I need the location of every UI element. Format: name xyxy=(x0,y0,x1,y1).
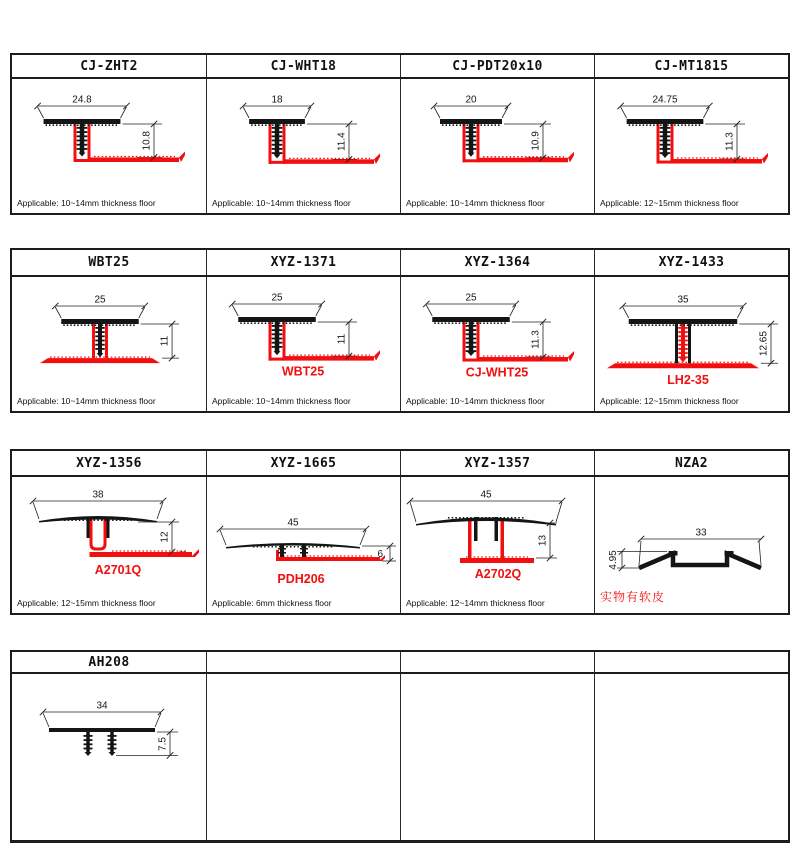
applicability-note: Applicable: 12~15mm thickness floor xyxy=(600,198,739,208)
applicability-note: Applicable: 10~14mm thickness floor xyxy=(212,396,351,406)
applicability-note: Applicable: 10~14mm thickness floor xyxy=(17,396,156,406)
height-dim-label: 10.9 xyxy=(530,131,542,151)
height-dim-label: 12.65 xyxy=(758,331,770,357)
width-dim-label: 25 xyxy=(271,292,283,304)
profile-drawing xyxy=(207,79,400,213)
height-dim-label: 10.8 xyxy=(141,131,153,151)
profile-drawing xyxy=(12,477,205,613)
profile-cell xyxy=(594,277,788,411)
profile-cell xyxy=(206,277,400,411)
product-code-header: XYZ-1665 xyxy=(206,451,400,475)
header-row xyxy=(12,55,788,79)
height-dim-label: 11.3 xyxy=(724,132,736,151)
catalog-table-section-4 xyxy=(10,650,790,843)
product-red-label: CJ-WHT25 xyxy=(465,365,529,380)
width-dim-label: 25 xyxy=(94,294,106,306)
width-dim-label: 18 xyxy=(271,94,283,106)
product-code-header: XYZ-1433 xyxy=(594,250,788,275)
profile-drawing xyxy=(207,277,400,411)
catalog-table-section-2 xyxy=(10,248,790,413)
product-code-header: XYZ-1371 xyxy=(206,250,400,275)
product-code-header-empty xyxy=(206,652,400,672)
width-dim-label: 35 xyxy=(677,294,689,306)
profile-cell xyxy=(594,79,788,213)
profile-drawing xyxy=(12,277,205,411)
height-dim-label: 11 xyxy=(159,335,171,347)
header-row xyxy=(12,451,788,477)
product-code-header-empty xyxy=(400,652,594,672)
width-dim-label: 20 xyxy=(465,94,477,106)
profile-drawing xyxy=(207,477,400,613)
width-dim-label: 34 xyxy=(96,700,108,712)
header-row xyxy=(12,652,788,674)
profile-cell xyxy=(12,674,206,840)
product-red-label: WBT25 xyxy=(281,364,325,379)
empty-cell xyxy=(400,674,594,840)
width-dim-label: 24.8 xyxy=(72,94,92,106)
product-code-header: XYZ-1357 xyxy=(400,451,594,475)
height-dim-label: 7.5 xyxy=(157,737,169,751)
product-code-header: CJ-WHT18 xyxy=(206,55,400,77)
profile-cell xyxy=(206,477,400,613)
profile-cell xyxy=(12,477,206,613)
catalog-table-section-3 xyxy=(10,449,790,615)
product-code-header: CJ-MT1815 xyxy=(594,55,788,77)
applicability-note: Applicable: 12~15mm thickness floor xyxy=(600,396,739,406)
profile-cell xyxy=(206,79,400,213)
profile-drawing xyxy=(401,277,594,411)
height-dim-label: 11.4 xyxy=(336,132,348,152)
product-red-label: A2701Q xyxy=(94,563,142,577)
product-code-header: NZA2 xyxy=(594,451,788,475)
profile-cell xyxy=(400,79,594,213)
catalog-table-section-1 xyxy=(10,53,790,215)
product-code-header: XYZ-1364 xyxy=(400,250,594,275)
width-dim-label: 24.75 xyxy=(652,94,678,106)
applicability-note: Applicable: 10~14mm thickness floor xyxy=(212,198,351,208)
empty-cell xyxy=(594,674,788,840)
applicability-note: Applicable: 10~14mm thickness floor xyxy=(406,198,545,208)
height-dim-label: 11.3 xyxy=(530,330,542,349)
height-dim-label: 6 xyxy=(377,549,383,560)
width-dim-label: 45 xyxy=(480,489,492,501)
height-dim-label: 13 xyxy=(537,534,549,547)
product-code-header: XYZ-1356 xyxy=(76,455,142,471)
content-row xyxy=(12,277,788,411)
profile-cell xyxy=(400,477,594,613)
width-dim-label: 33 xyxy=(695,527,707,539)
product-red-label: LH2-35 xyxy=(667,373,709,388)
content-row xyxy=(12,79,788,213)
product-code-header: WBT25 xyxy=(88,255,130,270)
width-dim-label: 25 xyxy=(465,292,477,304)
product-code-header-empty xyxy=(594,652,788,672)
profile-cell xyxy=(12,277,206,411)
product-code-header: CJ-ZHT2 xyxy=(80,58,138,74)
profile-drawing xyxy=(401,79,594,213)
profile-cell xyxy=(594,477,788,613)
profile-cell xyxy=(400,277,594,411)
width-dim-label: 45 xyxy=(287,517,299,529)
product-red-label: A2702Q xyxy=(474,567,522,581)
content-row xyxy=(12,674,788,840)
height-dim-label: 12 xyxy=(159,531,171,543)
profile-drawing xyxy=(401,477,594,613)
profile-cell xyxy=(12,79,206,213)
product-code-header: CJ-PDT20x10 xyxy=(400,55,594,77)
applicability-note: Applicable: 10~14mm thickness floor xyxy=(406,396,545,406)
applicability-note: Applicable: 10~14mm thickness floor xyxy=(17,198,156,208)
profile-drawing xyxy=(12,674,205,840)
header-row xyxy=(12,250,788,277)
width-dim-label: 38 xyxy=(92,489,104,501)
height-dim-label: 11 xyxy=(336,333,348,345)
applicability-note: Applicable: 12~14mm thickness floor xyxy=(406,598,545,608)
empty-cell xyxy=(206,674,400,840)
profile-drawing xyxy=(595,277,788,411)
applicability-note: Applicable: 12~15mm thickness floor xyxy=(17,598,156,608)
product-red-label: PDH206 xyxy=(277,572,325,586)
applicability-note: Applicable: 6mm thickness floor xyxy=(212,598,332,608)
height-dim-label: 4.95 xyxy=(608,550,619,570)
product-remark-note: 实物有软皮 xyxy=(600,590,666,604)
profile-drawing xyxy=(12,79,205,213)
product-code-header: AH208 xyxy=(88,654,130,670)
profile-drawing xyxy=(595,79,788,213)
content-row xyxy=(12,477,788,613)
